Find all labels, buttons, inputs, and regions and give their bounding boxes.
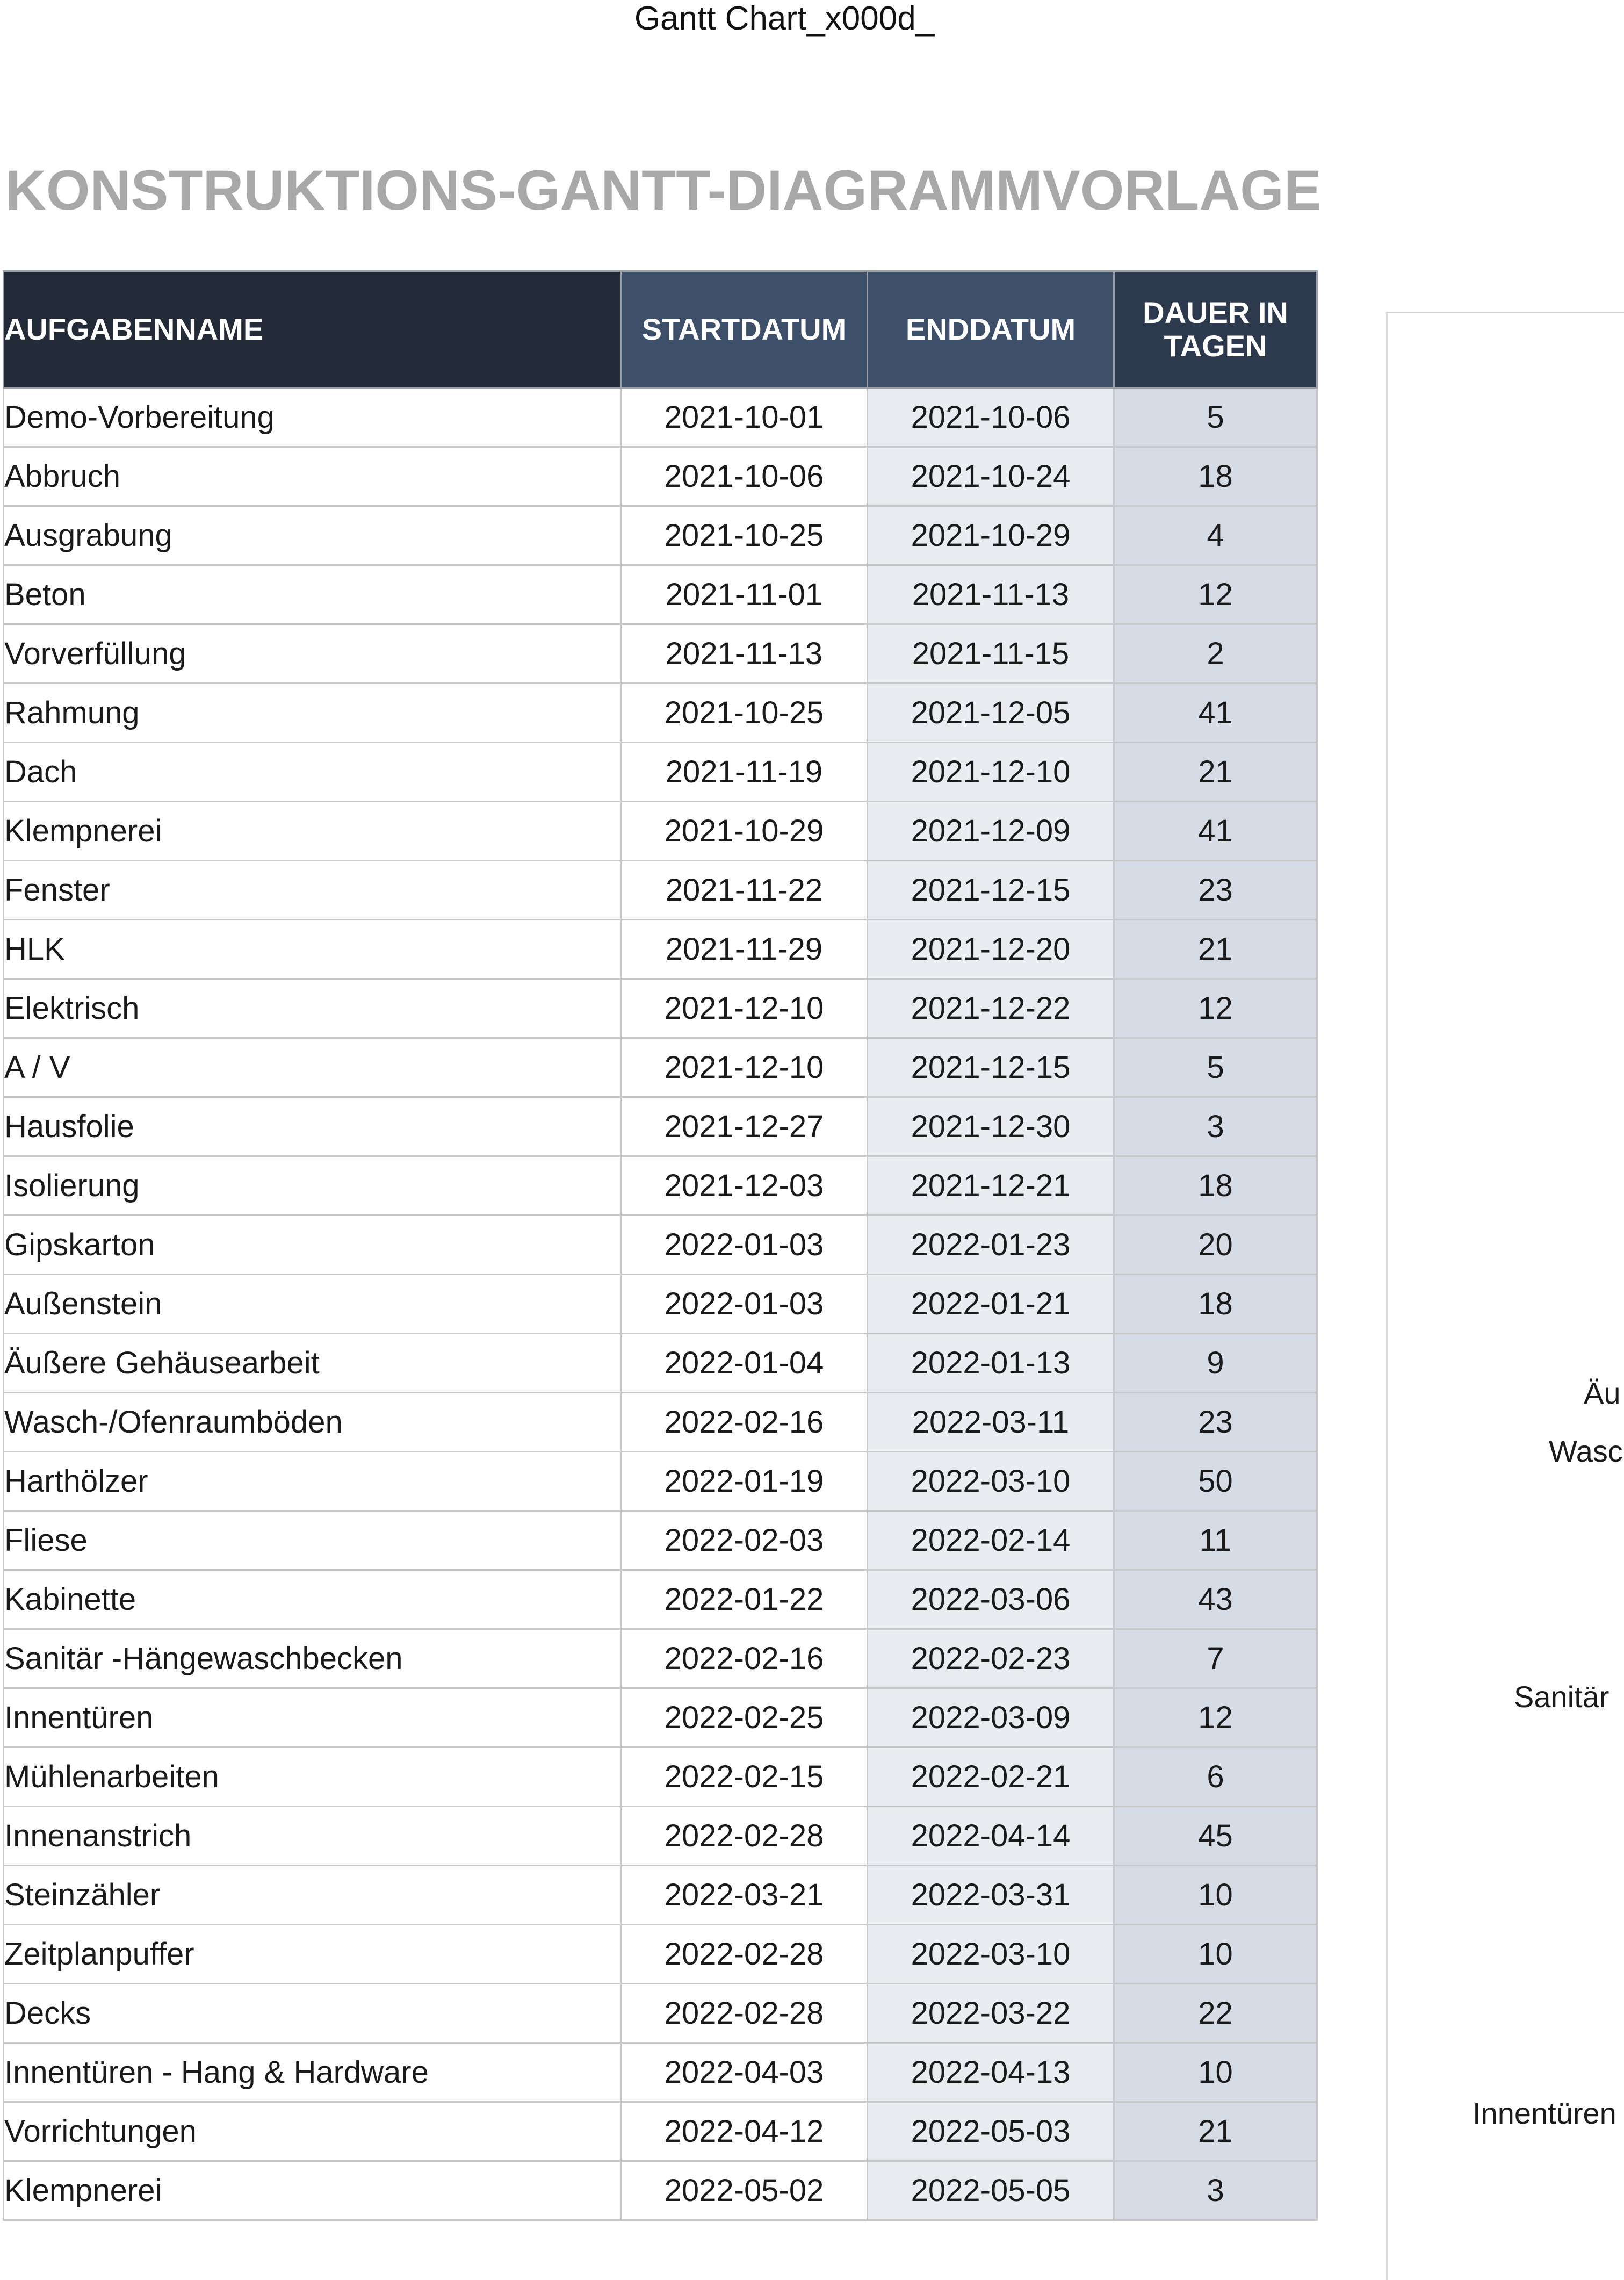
start-date-cell: 2022-02-16 <box>621 1393 868 1452</box>
start-date-cell: 2022-04-03 <box>621 2043 868 2102</box>
table-row <box>4 920 1317 979</box>
end-date-cell: 2021-12-21 <box>868 1156 1114 1215</box>
end-date-cell: 2022-03-10 <box>868 1925 1114 1984</box>
task-name-cell: Dach <box>4 743 621 802</box>
end-date-cell: 2022-02-21 <box>868 1747 1114 1807</box>
task-name-cell: Rahmung <box>4 684 621 743</box>
task-name-cell: Steinzähler <box>4 1866 621 1925</box>
end-date-cell: 2022-05-05 <box>868 2161 1114 2220</box>
start-date-cell: 2022-02-28 <box>621 1984 868 2043</box>
duration-cell: 5 <box>1114 388 1317 447</box>
task-name-cell: Decks <box>4 1984 621 2043</box>
document-header-title: Gantt Chart_x000d_ <box>634 0 935 37</box>
start-date-cell: 2022-01-22 <box>621 1570 868 1629</box>
start-date-cell: 2021-12-10 <box>621 979 868 1038</box>
task-name-cell: Hausfolie <box>4 1097 621 1156</box>
table-row <box>4 1866 1317 1925</box>
table-row <box>4 1570 1317 1629</box>
table-row <box>4 1807 1317 1866</box>
start-date-cell: 2021-11-19 <box>621 743 868 802</box>
column-header-end: ENDDATUM <box>868 271 1114 388</box>
table-row <box>4 684 1317 743</box>
task-name-cell: Innentüren - Hang & Hardware <box>4 2043 621 2102</box>
table-row <box>4 1629 1317 1688</box>
start-date-cell: 2022-02-28 <box>621 1807 868 1866</box>
start-date-cell: 2021-12-10 <box>621 1038 868 1097</box>
duration-cell: 11 <box>1114 1511 1317 1570</box>
task-name-cell: Sanitär -Hängewaschbecken <box>4 1629 621 1688</box>
duration-cell: 6 <box>1114 1747 1317 1807</box>
duration-cell: 45 <box>1114 1807 1317 1866</box>
end-date-cell: 2021-12-30 <box>868 1097 1114 1156</box>
duration-cell: 12 <box>1114 565 1317 624</box>
table-row <box>4 1156 1317 1215</box>
start-date-cell: 2021-10-25 <box>621 684 868 743</box>
end-date-cell: 2021-12-15 <box>868 861 1114 920</box>
table-row <box>4 624 1317 684</box>
task-name-cell: Gipskarton <box>4 1215 621 1275</box>
table-row <box>4 1925 1317 1984</box>
end-date-cell: 2021-10-06 <box>868 388 1114 447</box>
end-date-cell: 2021-12-05 <box>868 684 1114 743</box>
chart-task-label: Äu <box>1584 1376 1621 1410</box>
start-date-cell: 2022-03-21 <box>621 1866 868 1925</box>
start-date-cell: 2021-11-01 <box>621 565 868 624</box>
table-row <box>4 1984 1317 2043</box>
task-name-cell: Kabinette <box>4 1570 621 1629</box>
duration-cell: 10 <box>1114 1866 1317 1925</box>
column-header-duration-line2: TAGEN <box>1164 329 1267 363</box>
end-date-cell: 2022-03-11 <box>868 1393 1114 1452</box>
table-row <box>4 447 1317 506</box>
start-date-cell: 2021-12-03 <box>621 1156 868 1215</box>
end-date-cell: 2022-05-03 <box>868 2102 1114 2161</box>
start-date-cell: 2022-02-25 <box>621 1688 868 1747</box>
table-row <box>4 1688 1317 1747</box>
end-date-cell: 2022-02-23 <box>868 1629 1114 1688</box>
end-date-cell: 2021-12-10 <box>868 743 1114 802</box>
start-date-cell: 2022-05-02 <box>621 2161 868 2220</box>
duration-cell: 18 <box>1114 447 1317 506</box>
end-date-cell: 2021-11-15 <box>868 624 1114 684</box>
task-name-cell: Beton <box>4 565 621 624</box>
end-date-cell: 2021-12-09 <box>868 802 1114 861</box>
duration-cell: 41 <box>1114 684 1317 743</box>
duration-cell: 21 <box>1114 920 1317 979</box>
task-name-cell: Ausgrabung <box>4 506 621 565</box>
end-date-cell: 2022-01-23 <box>868 1215 1114 1275</box>
start-date-cell: 2021-10-29 <box>621 802 868 861</box>
duration-cell: 2 <box>1114 624 1317 684</box>
table-row <box>4 1334 1317 1393</box>
page-title: KONSTRUKTIONS-GANTT-DIAGRAMMVORLAGE <box>5 159 1322 222</box>
table-row <box>4 743 1317 802</box>
task-name-cell: Vorrichtungen <box>4 2102 621 2161</box>
end-date-cell: 2021-10-24 <box>868 447 1114 506</box>
start-date-cell: 2022-02-16 <box>621 1629 868 1688</box>
duration-cell: 20 <box>1114 1215 1317 1275</box>
task-name-cell: Innentüren <box>4 1688 621 1747</box>
end-date-cell: 2021-12-22 <box>868 979 1114 1038</box>
table-body <box>4 388 1317 2220</box>
table-row <box>4 1215 1317 1275</box>
start-date-cell: 2022-02-15 <box>621 1747 868 1807</box>
task-name-cell: Vorverfüllung <box>4 624 621 684</box>
end-date-cell: 2022-03-22 <box>868 1984 1114 2043</box>
table-row <box>4 1097 1317 1156</box>
duration-cell: 21 <box>1114 2102 1317 2161</box>
task-name-cell: Klempnerei <box>4 2161 621 2220</box>
start-date-cell: 2022-01-03 <box>621 1275 868 1334</box>
table-row <box>4 1275 1317 1334</box>
task-name-cell: Äußere Gehäusearbeit <box>4 1334 621 1393</box>
duration-cell: 7 <box>1114 1629 1317 1688</box>
task-name-cell: Fenster <box>4 861 621 920</box>
end-date-cell: 2022-04-14 <box>868 1807 1114 1866</box>
duration-cell: 18 <box>1114 1156 1317 1215</box>
start-date-cell: 2021-11-22 <box>621 861 868 920</box>
task-name-cell: Abbruch <box>4 447 621 506</box>
end-date-cell: 2022-01-21 <box>868 1275 1114 1334</box>
task-name-cell: Elektrisch <box>4 979 621 1038</box>
duration-cell: 9 <box>1114 1334 1317 1393</box>
end-date-cell: 2021-12-15 <box>868 1038 1114 1097</box>
column-header-start: STARTDATUM <box>621 271 868 388</box>
gantt-chart-panel <box>1386 312 1624 2280</box>
end-date-cell: 2022-03-09 <box>868 1688 1114 1747</box>
start-date-cell: 2022-01-19 <box>621 1452 868 1511</box>
table-row <box>4 1452 1317 1511</box>
start-date-cell: 2021-10-25 <box>621 506 868 565</box>
table-row <box>4 388 1317 447</box>
task-name-cell: Zeitplanpuffer <box>4 1925 621 1984</box>
chart-task-label: Innentüren <box>1473 2096 1616 2130</box>
table-row <box>4 565 1317 624</box>
end-date-cell: 2022-03-10 <box>868 1452 1114 1511</box>
task-name-cell: Außenstein <box>4 1275 621 1334</box>
column-header-duration-line1: DAUER IN <box>1143 296 1288 329</box>
task-name-cell: Wasch-/Ofenraumböden <box>4 1393 621 1452</box>
start-date-cell: 2022-02-03 <box>621 1511 868 1570</box>
table-header-row <box>4 271 1317 388</box>
gantt-table <box>3 270 1318 2221</box>
table-row <box>4 861 1317 920</box>
duration-cell: 23 <box>1114 861 1317 920</box>
task-name-cell: A / V <box>4 1038 621 1097</box>
duration-cell: 10 <box>1114 1925 1317 1984</box>
start-date-cell: 2021-11-13 <box>621 624 868 684</box>
duration-cell: 4 <box>1114 506 1317 565</box>
duration-cell: 3 <box>1114 2161 1317 2220</box>
start-date-cell: 2022-02-28 <box>621 1925 868 1984</box>
table-row <box>4 979 1317 1038</box>
table-row <box>4 1038 1317 1097</box>
task-name-cell: Harthölzer <box>4 1452 621 1511</box>
column-header-task: AUFGABENNAME <box>4 271 621 388</box>
chart-task-label: Wasc <box>1549 1434 1623 1468</box>
table-row <box>4 506 1317 565</box>
table-row <box>4 1747 1317 1807</box>
start-date-cell: 2021-10-06 <box>621 447 868 506</box>
duration-cell: 12 <box>1114 1688 1317 1747</box>
task-name-cell: HLK <box>4 920 621 979</box>
duration-cell: 22 <box>1114 1984 1317 2043</box>
duration-cell: 12 <box>1114 979 1317 1038</box>
chart-task-label: Sanitär <box>1514 1680 1609 1714</box>
task-name-cell: Klempnerei <box>4 802 621 861</box>
task-name-cell: Innenanstrich <box>4 1807 621 1866</box>
duration-cell: 3 <box>1114 1097 1317 1156</box>
duration-cell: 43 <box>1114 1570 1317 1629</box>
table-row <box>4 2043 1317 2102</box>
duration-cell: 18 <box>1114 1275 1317 1334</box>
start-date-cell: 2022-01-04 <box>621 1334 868 1393</box>
duration-cell: 50 <box>1114 1452 1317 1511</box>
end-date-cell: 2021-11-13 <box>868 565 1114 624</box>
table-row <box>4 802 1317 861</box>
end-date-cell: 2022-04-13 <box>868 2043 1114 2102</box>
start-date-cell: 2022-04-12 <box>621 2102 868 2161</box>
end-date-cell: 2022-01-13 <box>868 1334 1114 1393</box>
column-header-duration <box>1114 271 1317 388</box>
end-date-cell: 2021-12-20 <box>868 920 1114 979</box>
duration-cell: 21 <box>1114 743 1317 802</box>
start-date-cell: 2021-12-27 <box>621 1097 868 1156</box>
task-name-cell: Isolierung <box>4 1156 621 1215</box>
start-date-cell: 2022-01-03 <box>621 1215 868 1275</box>
duration-cell: 23 <box>1114 1393 1317 1452</box>
duration-cell: 41 <box>1114 802 1317 861</box>
task-name-cell: Fliese <box>4 1511 621 1570</box>
end-date-cell: 2021-10-29 <box>868 506 1114 565</box>
table-row <box>4 2161 1317 2220</box>
table-row <box>4 1511 1317 1570</box>
end-date-cell: 2022-02-14 <box>868 1511 1114 1570</box>
table-row <box>4 2102 1317 2161</box>
task-name-cell: Mühlenarbeiten <box>4 1747 621 1807</box>
task-name-cell: Demo-Vorbereitung <box>4 388 621 447</box>
table-row <box>4 1393 1317 1452</box>
start-date-cell: 2021-10-01 <box>621 388 868 447</box>
duration-cell: 5 <box>1114 1038 1317 1097</box>
start-date-cell: 2021-11-29 <box>621 920 868 979</box>
end-date-cell: 2022-03-06 <box>868 1570 1114 1629</box>
end-date-cell: 2022-03-31 <box>868 1866 1114 1925</box>
duration-cell: 10 <box>1114 2043 1317 2102</box>
